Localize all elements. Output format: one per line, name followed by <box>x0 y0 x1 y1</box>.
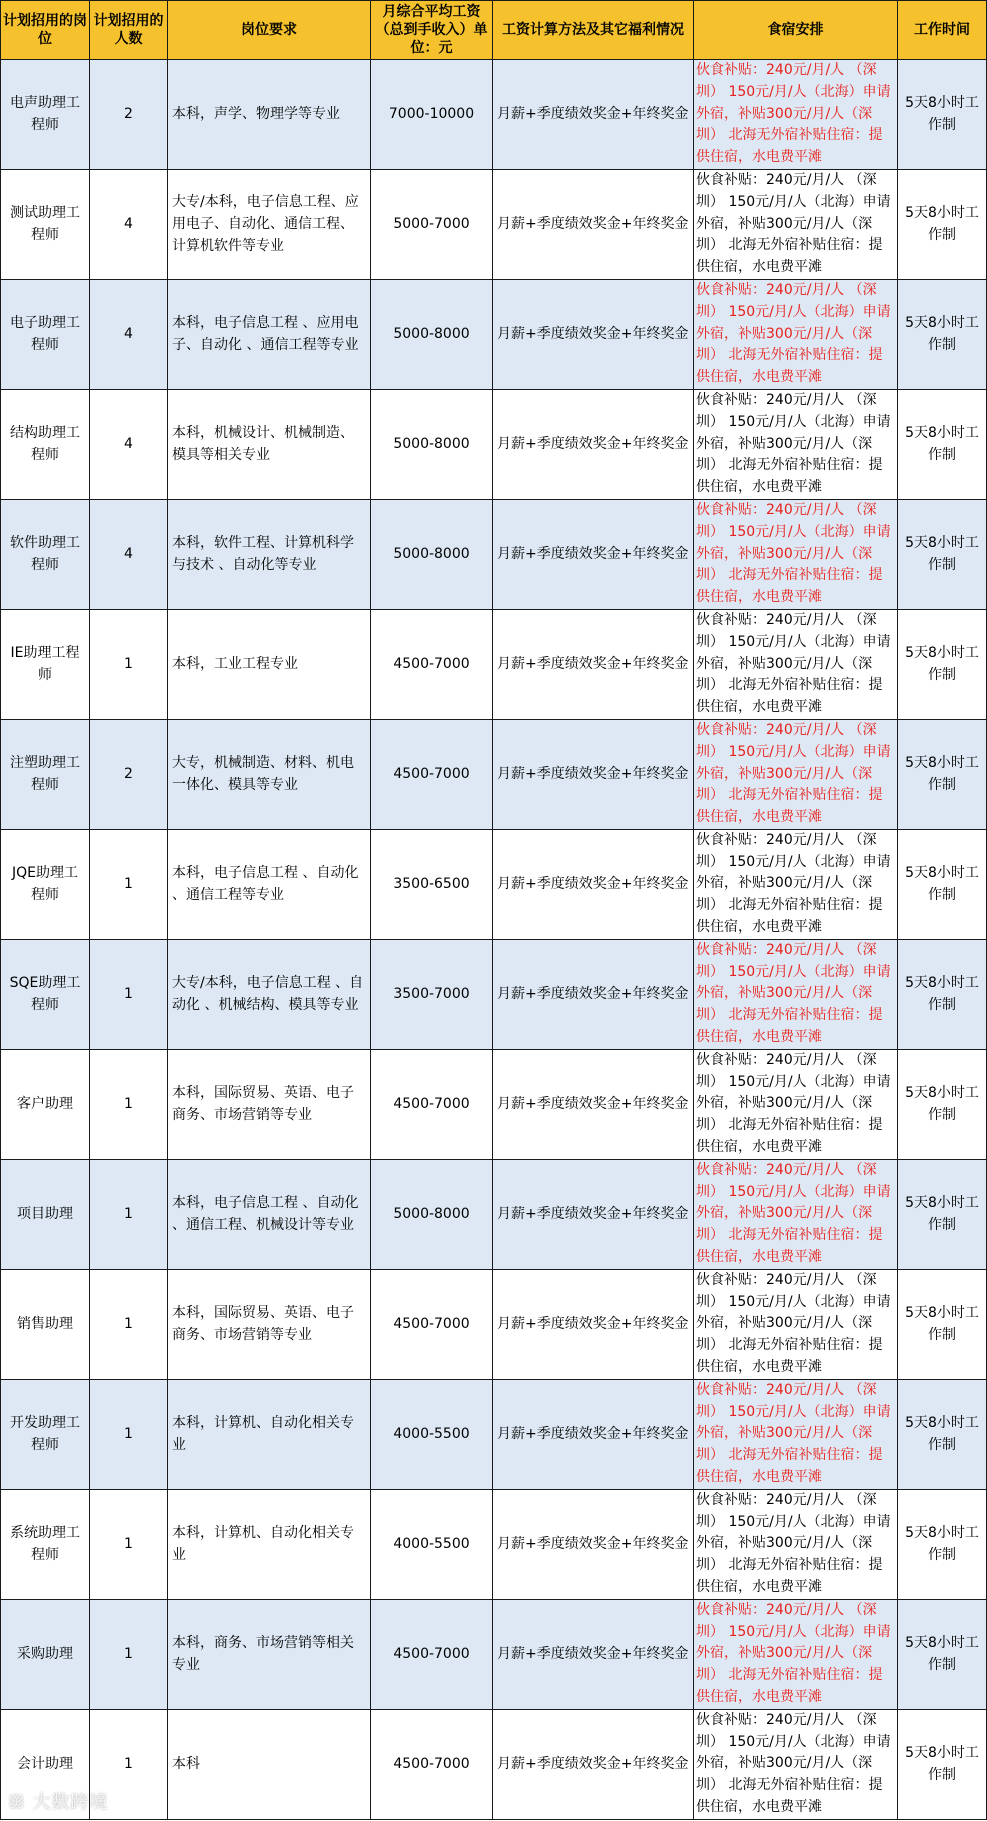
cell-board: 伙食补贴：240元/月/人 （深圳） 150元/月/人（北海）申请外宿，补贴300元/月/人（深圳） 北海无外宿补贴住宿：提供住宿，水电费平滩 <box>694 719 898 829</box>
cell-salary: 5000-8000 <box>371 389 493 499</box>
cell-work-time: 5天8小时工作制 <box>898 719 987 829</box>
cell-work-time: 5天8小时工作制 <box>898 1379 987 1489</box>
cell-requirements: 本科，电子信息工程 、自动化 、通信工程、机械设计等专业 <box>168 1159 371 1269</box>
cell-position: 开发助理工程师 <box>1 1379 90 1489</box>
cell-board: 伙食补贴：240元/月/人 （深圳） 150元/月/人（北海）申请外宿，补贴300元/月/人（深圳） 北海无外宿补贴住宿：提供住宿，水电费平滩 <box>694 829 898 939</box>
cell-work-time: 5天8小时工作制 <box>898 1159 987 1269</box>
cell-pay-method: 月薪+季度绩效奖金+年终奖金 <box>493 169 694 279</box>
cell-position: 采购助理 <box>1 1599 90 1709</box>
cell-count: 1 <box>90 939 168 1049</box>
cell-position: 测试助理工程师 <box>1 169 90 279</box>
cell-position: 客户助理 <box>1 1049 90 1159</box>
header-count: 计划招用的人数 <box>90 1 168 60</box>
cell-salary: 3500-6500 <box>371 829 493 939</box>
cell-work-time: 5天8小时工作制 <box>898 1489 987 1599</box>
cell-board: 伙食补贴：240元/月/人 （深圳） 150元/月/人（北海）申请外宿，补贴300元/月/人（深圳） 北海无外宿补贴住宿：提供住宿，水电费平滩 <box>694 1709 898 1819</box>
cell-board: 伙食补贴：240元/月/人 （深圳） 150元/月/人（北海）申请外宿，补贴300元/月/人（深圳） 北海无外宿补贴住宿：提供住宿，水电费平滩 <box>694 1159 898 1269</box>
cell-salary: 4500-7000 <box>371 1599 493 1709</box>
cell-count: 2 <box>90 719 168 829</box>
header-position: 计划招用的岗位 <box>1 1 90 60</box>
table-row <box>1 1269 987 1379</box>
cell-board: 伙食补贴：240元/月/人 （深圳） 150元/月/人（北海）申请外宿，补贴300元/月/人（深圳） 北海无外宿补贴住宿：提供住宿，水电费平滩 <box>694 1269 898 1379</box>
cell-count: 1 <box>90 1599 168 1709</box>
cell-requirements: 大专，机械制造、材料、机电一体化、模具等专业 <box>168 719 371 829</box>
cell-requirements: 本科，工业工程专业 <box>168 609 371 719</box>
cell-pay-method: 月薪+季度绩效奖金+年终奖金 <box>493 1159 694 1269</box>
cell-requirements: 本科，软件工程、计算机科学与技术 、自动化等专业 <box>168 499 371 609</box>
cell-position: 电声助理工程师 <box>1 60 90 170</box>
cell-board: 伙食补贴：240元/月/人 （深圳） 150元/月/人（北海）申请外宿，补贴300元/月/人（深圳） 北海无外宿补贴住宿：提供住宿，水电费平滩 <box>694 1049 898 1159</box>
cell-count: 2 <box>90 60 168 170</box>
cell-work-time: 5天8小时工作制 <box>898 169 987 279</box>
cell-count: 4 <box>90 169 168 279</box>
table-row <box>1 389 987 499</box>
cell-position: SQE助理工程师 <box>1 939 90 1049</box>
watermark-icon: ꕥ <box>8 1792 33 1813</box>
table-row <box>1 829 987 939</box>
cell-work-time: 5天8小时工作制 <box>898 499 987 609</box>
cell-pay-method: 月薪+季度绩效奖金+年终奖金 <box>493 1049 694 1159</box>
cell-requirements: 本科，计算机、自动化相关专业 <box>168 1489 371 1599</box>
table-row <box>1 719 987 829</box>
cell-requirements: 本科 <box>168 1709 371 1819</box>
cell-work-time: 5天8小时工作制 <box>898 1049 987 1159</box>
cell-count: 4 <box>90 279 168 389</box>
cell-count: 1 <box>90 1489 168 1599</box>
table-row <box>1 60 987 170</box>
cell-work-time: 5天8小时工作制 <box>898 1269 987 1379</box>
cell-count: 1 <box>90 1709 168 1819</box>
cell-pay-method: 月薪+季度绩效奖金+年终奖金 <box>493 939 694 1049</box>
cell-salary: 4000-5500 <box>371 1489 493 1599</box>
cell-count: 1 <box>90 609 168 719</box>
table-row <box>1 499 987 609</box>
cell-position: 软件助理工程师 <box>1 499 90 609</box>
cell-salary: 5000-7000 <box>371 169 493 279</box>
cell-position: IE助理工程师 <box>1 609 90 719</box>
table-row <box>1 1049 987 1159</box>
cell-board: 伙食补贴：240元/月/人 （深圳） 150元/月/人（北海）申请外宿，补贴300元/月/人（深圳） 北海无外宿补贴住宿：提供住宿，水电费平滩 <box>694 389 898 499</box>
cell-salary: 4500-7000 <box>371 1049 493 1159</box>
table-header <box>1 1 987 60</box>
cell-pay-method: 月薪+季度绩效奖金+年终奖金 <box>493 1379 694 1489</box>
cell-position: 结构助理工程师 <box>1 389 90 499</box>
cell-position: 项目助理 <box>1 1159 90 1269</box>
cell-position: 销售助理 <box>1 1269 90 1379</box>
cell-salary: 3500-7000 <box>371 939 493 1049</box>
cell-work-time: 5天8小时工作制 <box>898 829 987 939</box>
cell-pay-method: 月薪+季度绩效奖金+年终奖金 <box>493 719 694 829</box>
cell-pay-method: 月薪+季度绩效奖金+年终奖金 <box>493 499 694 609</box>
table-row <box>1 279 987 389</box>
header-salary: 月综合平均工资（总到手收入）单位：元 <box>371 1 493 60</box>
cell-salary: 4500-7000 <box>371 1269 493 1379</box>
cell-board: 伙食补贴：240元/月/人 （深圳） 150元/月/人（北海）申请外宿，补贴300元/月/人（深圳） 北海无外宿补贴住宿：提供住宿，水电费平滩 <box>694 279 898 389</box>
cell-position: JQE助理工程师 <box>1 829 90 939</box>
cell-position: 注塑助理工程师 <box>1 719 90 829</box>
cell-requirements: 本科，机械设计、机械制造、模具等相关专业 <box>168 389 371 499</box>
table-row <box>1 1599 987 1709</box>
header-row <box>1 1 987 60</box>
cell-work-time: 5天8小时工作制 <box>898 609 987 719</box>
cell-board: 伙食补贴：240元/月/人 （深圳） 150元/月/人（北海）申请外宿，补贴300元/月/人（深圳） 北海无外宿补贴住宿：提供住宿，水电费平滩 <box>694 1599 898 1709</box>
cell-pay-method: 月薪+季度绩效奖金+年终奖金 <box>493 279 694 389</box>
cell-count: 4 <box>90 499 168 609</box>
cell-board: 伙食补贴：240元/月/人 （深圳） 150元/月/人（北海）申请外宿，补贴300元/月/人（深圳） 北海无外宿补贴住宿：提供住宿，水电费平滩 <box>694 1379 898 1489</box>
header-requirements: 岗位要求 <box>168 1 371 60</box>
cell-work-time: 5天8小时工作制 <box>898 279 987 389</box>
cell-salary: 5000-8000 <box>371 1159 493 1269</box>
cell-requirements: 本科，电子信息工程 、自动化 、通信工程等专业 <box>168 829 371 939</box>
cell-salary: 4000-5500 <box>371 1379 493 1489</box>
table-row <box>1 609 987 719</box>
cell-position: 会计助理 <box>1 1709 90 1819</box>
table-row <box>1 1709 987 1819</box>
cell-board: 伙食补贴：240元/月/人 （深圳） 150元/月/人（北海）申请外宿，补贴300元/月/人（深圳） 北海无外宿补贴住宿：提供住宿，水电费平滩 <box>694 169 898 279</box>
cell-pay-method: 月薪+季度绩效奖金+年终奖金 <box>493 1269 694 1379</box>
cell-position: 电子助理工程师 <box>1 279 90 389</box>
cell-count: 1 <box>90 1049 168 1159</box>
table-row <box>1 1489 987 1599</box>
cell-pay-method: 月薪+季度绩效奖金+年终奖金 <box>493 829 694 939</box>
cell-board: 伙食补贴：240元/月/人 （深圳） 150元/月/人（北海）申请外宿，补贴300元/月/人（深圳） 北海无外宿补贴住宿：提供住宿，水电费平滩 <box>694 609 898 719</box>
cell-salary: 5000-8000 <box>371 499 493 609</box>
cell-position: 系统助理工程师 <box>1 1489 90 1599</box>
watermark-logo <box>8 1788 108 1814</box>
cell-salary: 4500-7000 <box>371 719 493 829</box>
cell-pay-method: 月薪+季度绩效奖金+年终奖金 <box>493 60 694 170</box>
table-row <box>1 1379 987 1489</box>
cell-pay-method: 月薪+季度绩效奖金+年终奖金 <box>493 1599 694 1709</box>
cell-salary: 7000-10000 <box>371 60 493 170</box>
cell-pay-method: 月薪+季度绩效奖金+年终奖金 <box>493 1489 694 1599</box>
cell-count: 1 <box>90 1269 168 1379</box>
cell-requirements: 本科，商务、市场营销等相关专业 <box>168 1599 371 1709</box>
cell-work-time: 5天8小时工作制 <box>898 1709 987 1819</box>
cell-requirements: 本科，国际贸易、英语、电子商务、市场营销等专业 <box>168 1049 371 1159</box>
header-board: 食宿安排 <box>694 1 898 60</box>
cell-requirements: 本科，计算机、自动化相关专业 <box>168 1379 371 1489</box>
cell-board: 伙食补贴：240元/月/人 （深圳） 150元/月/人（北海）申请外宿，补贴300元/月/人（深圳） 北海无外宿补贴住宿：提供住宿，水电费平滩 <box>694 60 898 170</box>
cell-board: 伙食补贴：240元/月/人 （深圳） 150元/月/人（北海）申请外宿，补贴300元/月/人（深圳） 北海无外宿补贴住宿：提供住宿，水电费平滩 <box>694 1489 898 1599</box>
cell-pay-method: 月薪+季度绩效奖金+年终奖金 <box>493 609 694 719</box>
table-row <box>1 169 987 279</box>
cell-salary: 4500-7000 <box>371 609 493 719</box>
watermark-text: 大数跨境 <box>32 1792 109 1813</box>
cell-board: 伙食补贴：240元/月/人 （深圳） 150元/月/人（北海）申请外宿，补贴300元/月/人（深圳） 北海无外宿补贴住宿：提供住宿，水电费平滩 <box>694 499 898 609</box>
cell-work-time: 5天8小时工作制 <box>898 1599 987 1709</box>
cell-salary: 5000-8000 <box>371 279 493 389</box>
table-body <box>1 60 987 1820</box>
cell-work-time: 5天8小时工作制 <box>898 939 987 1049</box>
header-pay-method: 工资计算方法及其它福利情况 <box>493 1 694 60</box>
table-row <box>1 939 987 1049</box>
cell-work-time: 5天8小时工作制 <box>898 389 987 499</box>
cell-requirements: 本科，电子信息工程 、应用电子、自动化 、通信工程等专业 <box>168 279 371 389</box>
cell-count: 4 <box>90 389 168 499</box>
cell-count: 1 <box>90 829 168 939</box>
cell-requirements: 本科，声学、物理学等专业 <box>168 60 371 170</box>
cell-pay-method: 月薪+季度绩效奖金+年终奖金 <box>493 389 694 499</box>
cell-count: 1 <box>90 1159 168 1269</box>
cell-salary: 4500-7000 <box>371 1709 493 1819</box>
cell-board: 伙食补贴：240元/月/人 （深圳） 150元/月/人（北海）申请外宿，补贴300元/月/人（深圳） 北海无外宿补贴住宿：提供住宿，水电费平滩 <box>694 939 898 1049</box>
header-work-time: 工作时间 <box>898 1 987 60</box>
cell-pay-method: 月薪+季度绩效奖金+年终奖金 <box>493 1709 694 1819</box>
table-row <box>1 1159 987 1269</box>
cell-requirements: 大专/本科，电子信息工程 、自动化 、机械结构、模具等专业 <box>168 939 371 1049</box>
cell-work-time: 5天8小时工作制 <box>898 60 987 170</box>
cell-requirements: 大专/本科，电子信息工程、应用电子、自动化、通信工程、计算机软件等专业 <box>168 169 371 279</box>
cell-count: 1 <box>90 1379 168 1489</box>
cell-requirements: 本科，国际贸易、英语、电子商务、市场营销等专业 <box>168 1269 371 1379</box>
